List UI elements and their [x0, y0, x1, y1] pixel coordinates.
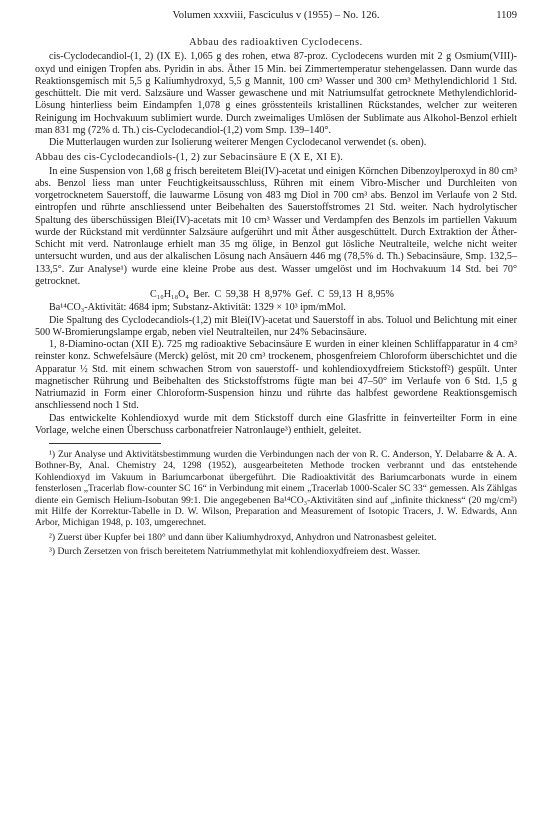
footnote-2: ²) Zuerst über Kupfer bei 180° und dann über Kaliumhydroxyd, Anhydron und Natronasbest geleitet.: [49, 531, 437, 543]
footnote-3: ³) Durch Zersetzen von frisch bereitetem Natriummethylat mit kohlendioxydfreiem dest. Wasser.: [49, 546, 421, 558]
paragraph-toluene-cleavage: Die Spaltung des Cyclodecandiols-(1,2) mit Blei(IV)-acetat und Sauerstoff in abs. Toluol und Belichtung mit einer 500 W-Bromierungslampe ergab, neben viel Neutralteilen, nur 24% Sebacinsäure.: [35, 314, 517, 338]
page-number: 1109: [496, 10, 517, 21]
subsection-heading: Abbau des cis-Cyclodecandiols-(1, 2) zur Sebacinsäure E (X E, XI E).: [35, 152, 344, 164]
section-heading: Abbau des radioaktiven Cyclodecens.: [189, 37, 363, 48]
paragraph-sebacic-acid: In eine Suspension von 1,68 g frisch bereitetem Blei(IV)-acetat und einigen Körnchen Dibenzoylperoxyd in 80 cm³ abs. Benzol liess man unter Feuchtigkeitsausschluss, Rühren mit einem Vibro-Mischer und Durchleiten von vorgetrocknetem Sauerstoff, die lauwarme Lösung von 483 mg Diol in 700 cm³ abs. Benzol im Verlaufe von 2 Std. eintropfen und rührte anschliessend unter Beibehalten des Sauerstoffstromes 21 Std. weiter. Nach hydrolytischer Spaltung des überschüssigen Blei(IV)-acetats mit 10 cm³ Wasser und Verdampfen des Benzols im partiellen Vakuum wurde der Rückstand mit verdünnter Salzsäure aufgerührt und mit Äther ausgeschüttelt. Durch Extraktion der Äther-Schicht mit verd. Natronlauge erhielt man 35 mg ölige, in Benzol gut lösliche Neutralteile, welche nicht weiter untersucht wurden, und aus der alkalischen Lösung nach Ansäuern 446 mg (78,5% d. Th.) Sebacinsäure, Smp. 132,5–133,5°. Zur Analyse¹) wurde eine kleine Probe aus dest. Wasser umgelöst und im Hochvakuum 14 Std. bei 70° getrocknet.: [35, 165, 517, 287]
elemental-analysis: C₁₀H₁₈O₄ Ber. C 59,38 H 8,97% Gef. C 59,13 H 8,95%: [150, 289, 394, 300]
footnotes: [35, 449, 517, 558]
paragraph-diol-synthesis: cis-Cyclodecandiol-(1, 2) (IX E). 1,065 g des rohen, etwa 87-proz. Cyclodecens wurden mit 2 g Osmium(VIII)-oxyd und einigen Tropfen abs. Pyridin in abs. Äther 15 Min. bei Zimmertemperatur stehengelassen. Dann wurde das Reaktionsgemisch mit 5,5 g Kaliumhydroxyd, 5,5 g Mannit, 100 cm³ Wasser und 300 cm³ Methylendichlorid 1 Std. geschüttelt. Die mit verd. Salzsäure und Wasser gewaschene und mit Natriumsulfat getrocknete Methylendichlorid-Lösung hinterliess beim Eindampfen 1,078 g eines grösstenteils kristallinen Rückstandes, welcher zur weiteren Reinigung im Hochvakuum sublimiert wurde. Durch zweimaliges Umlösen der Sublimate aus Alkohol-Benzol erhielt man 831 mg (72% d. Th.) cis-Cyclodecandiol-(1,2) vom Smp. 139–140°.: [35, 51, 517, 136]
activity-line: Ba¹⁴CO₃-Aktivität: 4684 ipm; Substanz-Aktivität: 1329 × 10³ ipm/mMol.: [49, 302, 346, 314]
running-title: Volumen xxxviii, Fasciculus v (1955) – No. 126.: [172, 10, 380, 21]
footnote-1: ¹) Zur Analyse und Aktivitätsbestimmung wurden die Verbindungen nach der von R. C. Anderson, Y. Delabarre & A. A. Bothner-By, Anal. Chemistry 24, 1298 (1952), ausgearbeiteten Methode trocken verbrannt und das entstehende Kohlendioxyd im Vakuum in Bariumcarbonat übergeführt. Die Radioaktivität des Bariumcarbonats wurde in einem fensterlosen „Tracerlab flow-counter SC 16“ in Verbindung mit einem „Tracerlab 1000-Scaler SC 33“ gemessen. Als Zählgas diente ein Gemisch Helium-Isobutan 99:1. Die angegebenen Ba¹⁴CO₃-Aktivitäten sind auf „infinite thickness“ (20 mg/cm²) mit Hilfe der Korrektur-Tabelle in D. W. Wilson, Preparation and Measurement of Isotopic Tracers, J. W. Edwards, Ann Arbor, Michigan 1948, p. 103, umgerechnet.: [35, 449, 517, 529]
footnote-divider: [49, 443, 161, 444]
paragraph-diaminooctane: 1, 8-Diamino-octan (XII E). 725 mg radioaktive Sebacinsäure E wurden in einer kleinen Schliffapparatur in 4 cm³ reinster konz. Schwefelsäure (Merck) gelöst, mit 20 cm³ trockenem, phosgenfreiem Chloroform überschichtet und die Apparatur ½ Std. mit einem schwachen Strom von sauerstoff- und kohlendioxydfreiem Stickstoff²) gespült. Unter magnetischer Rührung und Beibehalten des Stickstoffstroms fügte man bei 47–50° im Verlaufe von 6 Std. 1,5 g Natriumazid in Form einer Chloroform-Suspension hinzu und rührte das halbfest gewordene Reaktionsgemisch anschliessend noch 1 Std.: [35, 339, 517, 412]
body-text: [35, 37, 517, 558]
paragraph-mother-liquor: Die Mutterlaugen wurden zur Isolierung weiterer Mengen Cyclodecanol verwendet (s. oben).: [49, 137, 427, 148]
running-header: [0, 10, 552, 24]
paragraph-carbon-dioxide: Das entwickelte Kohlendioxyd wurde mit dem Stickstoff durch eine Glasfritte in feinverteilter Form in eine Vorlage, welche einen Überschuss carbonatfreier Natronlauge³) enthielt, geleitet.: [35, 412, 517, 436]
